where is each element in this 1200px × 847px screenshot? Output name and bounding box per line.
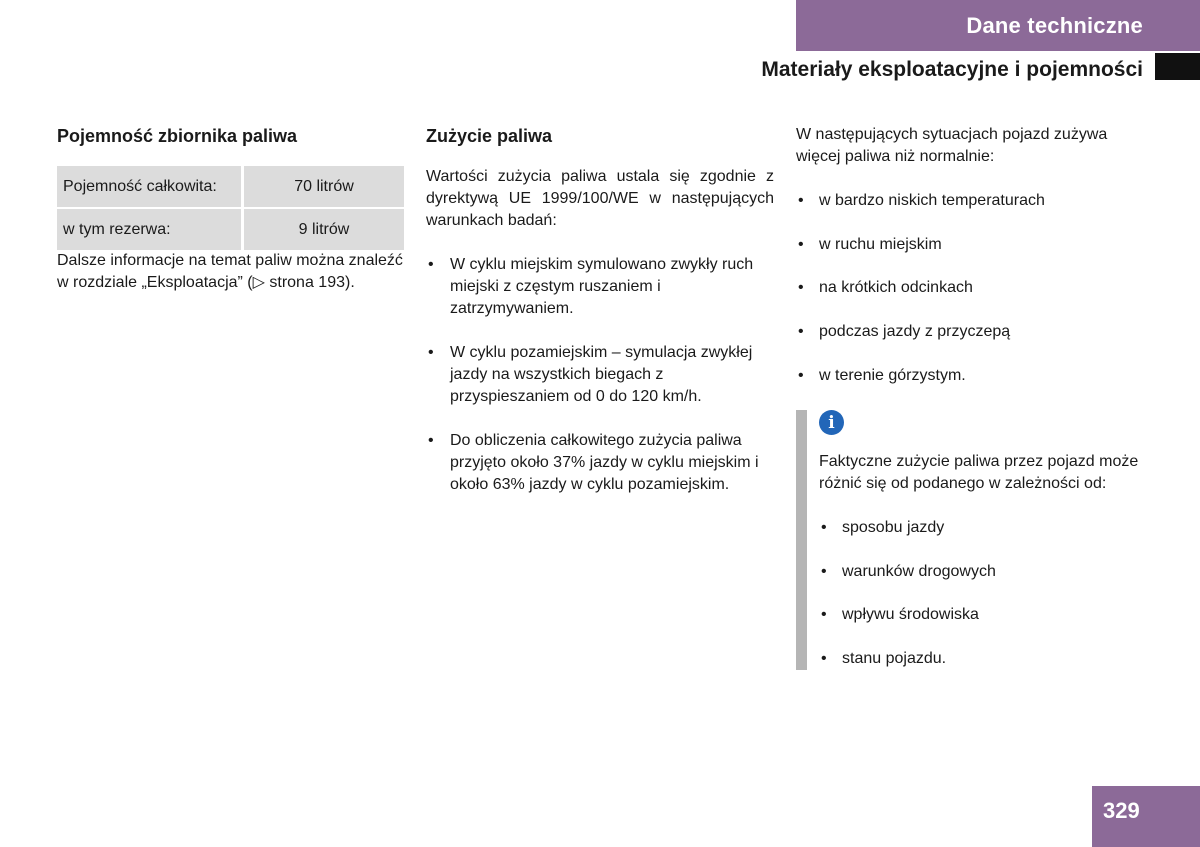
list-item-text: w ruchu miejskim xyxy=(819,235,942,253)
consumption-heading: Zużycie paliwa xyxy=(426,126,553,146)
bullet-icon: • xyxy=(428,344,434,361)
list-item xyxy=(796,365,1146,387)
list-item xyxy=(796,321,1146,343)
bullet-icon: • xyxy=(821,519,827,536)
fuel-tank-heading: Pojemność zbiornika paliwa xyxy=(57,126,298,146)
list-item xyxy=(796,234,1146,256)
situations-section xyxy=(796,124,1146,408)
section-title: Dane techniczne xyxy=(966,12,1143,38)
situations-intro: W następujących sytuacjach pojazd zużywa więcej paliwa niż normalnie: xyxy=(796,126,1108,165)
info-box xyxy=(796,410,1146,670)
list-item xyxy=(426,254,774,320)
table-cell-label: w tym rezerwa: xyxy=(57,209,243,250)
situations-list xyxy=(796,190,1146,387)
list-item-text: W cyklu pozamiejskim – symulacja zwykłej jazdy na wszystkich biegach z przyspieszaniem od 0 do 120 km/h. xyxy=(450,344,753,405)
bullet-icon: • xyxy=(821,562,827,580)
list-item-text: w bardzo niskich temperaturach xyxy=(819,192,1045,209)
fuel-tank-section xyxy=(57,124,404,294)
bullet-icon: • xyxy=(798,279,804,297)
list-item-text: na krótkich odcinkach xyxy=(819,279,973,297)
list-item xyxy=(796,277,1146,299)
list-item xyxy=(819,561,1146,583)
table-cell-value: 70 litrów xyxy=(243,166,405,207)
list-item-text: W cyklu miejskim symulowano zwykły ruch miejski z częstym ruszaniem i zatrzymywaniem. xyxy=(450,256,754,317)
note-text-line1: Dalsze informacje na temat paliw można znaleźć xyxy=(57,252,403,269)
bullet-icon: • xyxy=(428,432,434,449)
page-number: 329 xyxy=(1092,786,1200,847)
page-reference-arrow-icon: ▷ xyxy=(252,274,265,291)
bullet-icon: • xyxy=(798,235,804,253)
info-content xyxy=(819,451,1146,692)
consumption-section xyxy=(426,124,774,518)
bullet-icon: • xyxy=(821,606,827,624)
info-side-bar xyxy=(796,410,807,670)
info-list xyxy=(819,517,1146,670)
page-subtitle: Materiały eksploatacyjne i pojemności xyxy=(761,58,1143,81)
list-item-text: podczas jazdy z przyczepą xyxy=(819,323,1011,341)
bullet-icon: • xyxy=(428,256,434,273)
list-item-text: wpływu środowiska xyxy=(842,606,979,624)
fuel-info-note xyxy=(57,250,404,294)
list-item-text: sposobu jazdy xyxy=(842,519,945,536)
list-item xyxy=(819,604,1146,626)
table-cell-value: 9 litrów xyxy=(243,209,405,250)
list-item-text: w terenie górzystym. xyxy=(819,366,966,384)
note-text-line2: w rozdziale „Eksploatacja” ( xyxy=(57,274,253,291)
consumption-intro: Wartości zużycia paliwa ustala się zgodnie z dyrektywą UE 1999/100/WE w następujących warunkach badań: xyxy=(426,168,774,229)
table-row xyxy=(57,166,404,207)
list-item-text: stanu pojazdu. xyxy=(842,650,947,668)
bullet-icon: • xyxy=(798,323,804,341)
list-item-text: warunków drogowych xyxy=(842,562,996,580)
table-row xyxy=(57,209,404,250)
bullet-icon: • xyxy=(798,192,804,209)
fuel-tank-table xyxy=(57,166,404,250)
bullet-icon: • xyxy=(798,366,804,384)
info-intro: Faktyczne zużycie paliwa przez pojazd może różnić się od podanego w zależności od: xyxy=(819,453,1139,492)
section-tab xyxy=(796,0,1200,51)
list-item xyxy=(819,517,1146,539)
bullet-icon: • xyxy=(821,650,827,668)
info-icon: i xyxy=(819,410,844,435)
list-item-text: Do obliczenia całkowitego zużycia paliwa przyjęto około 37% jazdy w cyklu miejskim i około 63% jazdy w cyklu pozamiejskim. xyxy=(450,432,759,493)
consumption-list xyxy=(426,254,774,496)
list-item xyxy=(796,190,1146,212)
list-item xyxy=(819,648,1146,670)
section-marker xyxy=(1155,53,1200,80)
list-item xyxy=(426,342,774,408)
table-cell-label: Pojemność całkowita: xyxy=(57,166,243,207)
list-item xyxy=(426,430,774,496)
note-page-reference: strona 193). xyxy=(264,274,355,291)
